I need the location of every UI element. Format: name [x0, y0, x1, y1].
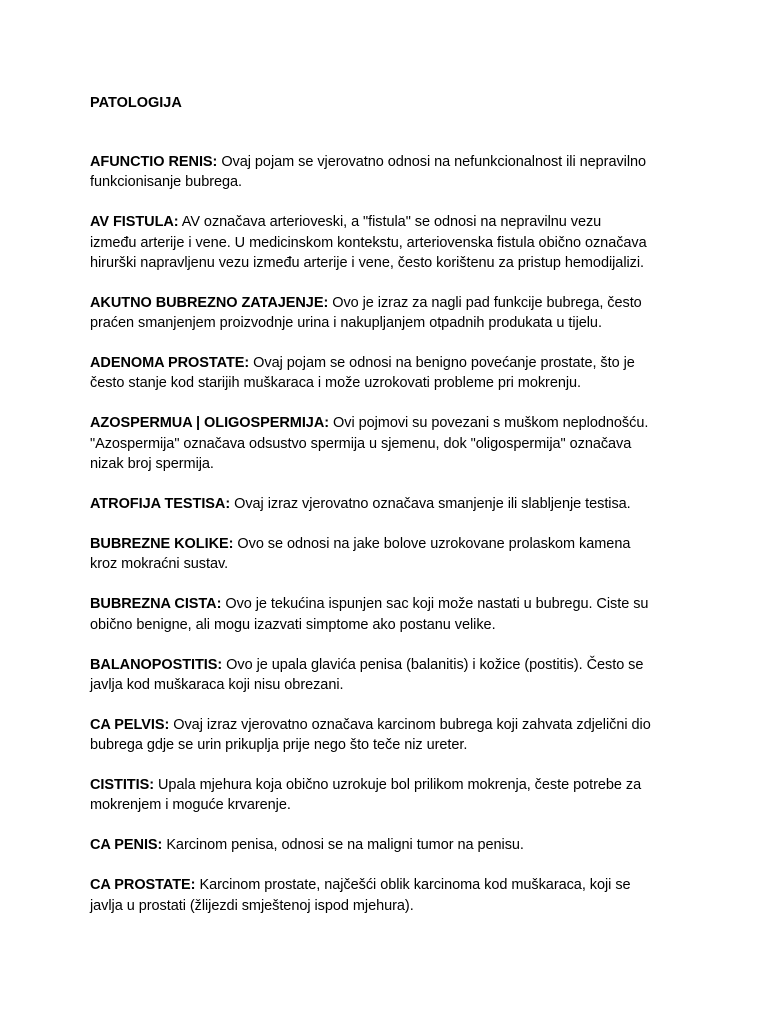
glossary-entry — [90, 413, 690, 474]
glossary-definition-line: Ovo se odnosi na jake bolove uzrokovane prolaskom kamena — [237, 535, 631, 552]
glossary-definition-line: mokrenjem i moguće krvarenje. — [90, 797, 291, 814]
glossary-term: CA PROSTATE: — [90, 877, 196, 894]
glossary-list — [90, 152, 690, 936]
glossary-term: ADENOMA PROSTATE: — [90, 355, 250, 372]
glossary-term: BUBREZNE KOLIKE: — [90, 535, 234, 552]
page-title: PATOLOGIJA — [90, 95, 182, 111]
glossary-definition-line: Upala mjehura koja obično uzrokuje bol prilikom mokrenja, česte potrebe za — [157, 777, 642, 794]
glossary-term: CA PENIS: — [90, 837, 163, 854]
glossary-definition-line: funkcionisanje bubrega. — [90, 174, 243, 191]
glossary-term: AV FISTULA: — [90, 214, 179, 231]
glossary-definition-line: između arterije i vene. U medicinskom kontekstu, arteriovenska fistula obično označava — [90, 234, 647, 251]
glossary-definition-line: praćen smanjenjem proizvodnje urina i nakupljanjem otpadnih produkata u tijelu. — [90, 315, 602, 332]
glossary-entry — [90, 835, 690, 855]
glossary-entry — [90, 775, 690, 816]
glossary-definition-line: "Azospermija" označava odsustvo spermija u sjemenu, dok "oligospermija" označava — [90, 435, 632, 452]
glossary-entry — [90, 655, 690, 696]
glossary-definition-line: Ovaj pojam se vjerovatno odnosi na nefunkcionalnost ili nepravilno — [221, 154, 647, 170]
glossary-term: BUBREZNA CISTA: — [90, 596, 222, 613]
glossary-definition-line: Ovaj pojam se odnosi na benigno povećanje prostate, što je — [253, 355, 635, 372]
glossary-definition-line: Ovi pojmovi su povezani s muškom neplodnošću. — [333, 415, 649, 432]
glossary-entry — [90, 875, 690, 916]
glossary-term: AZOSPERMUA | OLIGOSPERMIJA: — [90, 415, 330, 432]
glossary-entry — [90, 293, 690, 334]
glossary-term: AKUTNO BUBREZNO ZATAJENJE: — [90, 294, 329, 311]
glossary-definition-line: javlja u prostati (žlijezdi smještenoj ispod mjehura). — [90, 897, 414, 914]
glossary-entry — [90, 212, 690, 273]
glossary-term: BALANOPOSTITIS: — [90, 656, 223, 673]
glossary-term: AFUNCTIO RENIS: — [90, 154, 218, 170]
glossary-definition-line: Karcinom penisa, odnosi se na maligni tumor na penisu. — [166, 837, 524, 854]
glossary-definition-line: hirurški napravljenu vezu između arterije i vene, često korištenu za pristup hemodijalizi. — [90, 254, 645, 271]
glossary-definition-line: Ovaj izraz vjerovatno označava karcinom bubrega koji zahvata zdjelični dio — [173, 716, 651, 733]
glossary-entry — [90, 353, 690, 394]
glossary-entry — [90, 494, 690, 514]
glossary-definition-line: bubrega gdje se urin prikuplja prije nego što teče niz ureter. — [90, 737, 468, 754]
glossary-definition-line: AV označava arterioveski, a "fistula" se odnosi na nepravilnu vezu — [181, 214, 602, 231]
glossary-definition-line: Ovo je tekućina ispunjen sac koji može nastati u bubregu. Ciste su — [225, 596, 649, 613]
glossary-term: CISTITIS: — [90, 777, 154, 794]
glossary-definition-line: kroz mokraćni sustav. — [90, 556, 229, 573]
glossary-definition-line: javlja kod muškaraca koji nisu obrezani. — [90, 676, 344, 693]
glossary-term: CA PELVIS: — [90, 716, 170, 733]
glossary-entry — [90, 715, 690, 756]
glossary-definition-line: Ovaj izraz vjerovatno označava smanjenje ili slabljenje testisa. — [234, 496, 631, 512]
glossary-entry — [90, 594, 690, 635]
glossary-definition-line: nizak broj spermija. — [90, 456, 214, 473]
glossary-definition-line: Ovo je izraz za nagli pad funkcije bubrega, često — [332, 294, 642, 311]
glossary-entry — [90, 534, 690, 575]
glossary-entry — [90, 152, 690, 193]
glossary-definition-line: obično benigne, ali mogu izazvati simptome ako postanu velike. — [90, 616, 496, 633]
glossary-term: ATROFIJA TESTISA: — [90, 496, 231, 512]
glossary-definition-line: Ovo je upala glavića penisa (balanitis) i kožice (postitis). Često se — [226, 656, 644, 673]
glossary-definition-line: često stanje kod starijih muškaraca i može uzrokovati probleme pri mokrenju. — [90, 375, 582, 392]
glossary-definition-line: Karcinom prostate, najčešći oblik karcinoma kod muškaraca, koji se — [199, 877, 631, 894]
